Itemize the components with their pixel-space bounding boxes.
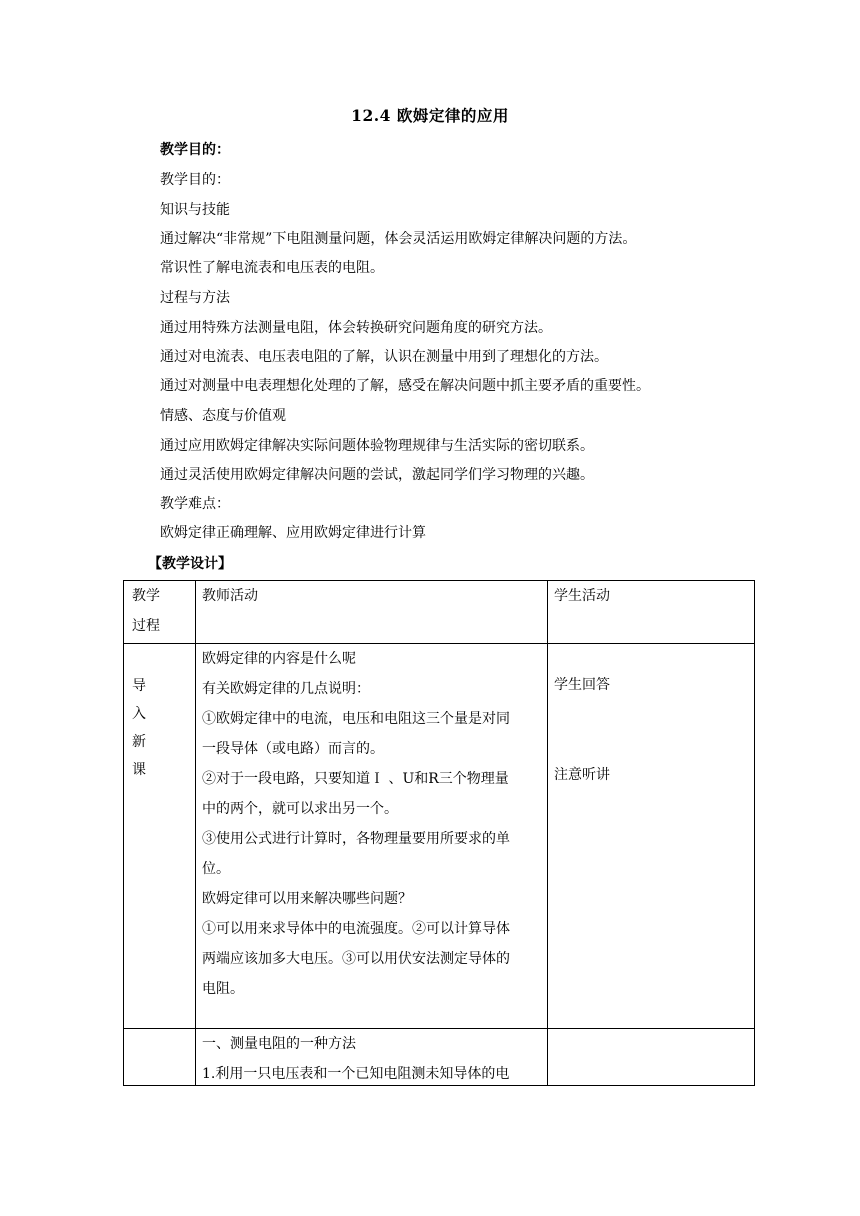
teacher-line: ①欧姆定律中的电流，电压和电阻这三个量是对同 (202, 711, 510, 727)
paragraph: 常识性了解电流表和电压表的电阻。 (160, 260, 384, 276)
method-stage-cell (124, 1029, 196, 1086)
teacher-line: 位。 (202, 861, 230, 877)
student-line: 学生回答 (554, 677, 610, 693)
teacher-line: ③使用公式进行计算时，各物理量要用所要求的单 (202, 831, 510, 847)
paragraph: 通过灵活使用欧姆定律解决问题的尝试，激起同学们学习物理的兴趣。 (160, 467, 594, 483)
method-student-cell (548, 1029, 755, 1086)
intro-stage-cell (124, 644, 196, 1029)
header-stage-line: 过程 (132, 618, 160, 634)
section-attitude-values: 情感、态度与价值观 (160, 408, 286, 424)
paragraph: 通过应用欧姆定律解决实际问题体验物理规律与生活实际的密切联系。 (160, 438, 594, 454)
stage-char: 课 (132, 762, 146, 778)
teacher-line: 一段导体（或电路）而言的。 (202, 741, 384, 757)
section-process-method: 过程与方法 (160, 290, 230, 306)
teacher-line: 两端应该加多大电压。③可以用伏安法测定导体的 (202, 951, 510, 967)
intro-teacher-cell (196, 644, 548, 1029)
objectives-heading: 教学目的： (160, 142, 230, 158)
header-stage-line: 教学 (132, 588, 160, 604)
lesson-design-table (123, 580, 755, 1086)
header-teacher-cell: 教师活动 (196, 581, 548, 644)
teacher-line: ②对于一段电路，只要知道Ｉ 、U和R三个物理量 (202, 771, 509, 787)
header-student-cell: 学生活动 (548, 581, 755, 644)
table-row (124, 644, 755, 1029)
paragraph: 通过对测量中电表理想化处理的了解，感受在解决问题中抓主要矛盾的重要性。 (160, 378, 650, 394)
design-label: 【教学设计】 (148, 556, 232, 572)
teacher-line: ①可以用来求导体中的电流强度。②可以计算导体 (202, 921, 510, 937)
paragraph: 教学目的： (160, 172, 230, 188)
intro-student-cell (548, 644, 755, 1029)
section-difficulty: 教学难点： (160, 496, 230, 512)
table-row (124, 1029, 755, 1086)
paragraph: 通过解决“非常规”下电阻测量问题，体会灵活运用欧姆定律解决问题的方法。 (160, 231, 637, 247)
paragraph: 通过对电流表、电压表电阻的了解，认识在测量中用到了理想化的方法。 (160, 349, 608, 365)
stage-char: 导 (132, 678, 146, 694)
teacher-line: 电阻。 (202, 981, 244, 997)
teacher-line: 有关欧姆定律的几点说明： (202, 681, 370, 697)
teacher-line: 欧姆定律可以用来解决哪些问题？ (202, 891, 412, 907)
teacher-line: 欧姆定律的内容是什么呢 (202, 651, 356, 667)
student-line: 注意听讲 (554, 767, 610, 783)
header-stage-cell (124, 581, 196, 644)
document-title: 12.4 欧姆定律的应用 (351, 106, 509, 125)
section-knowledge-skills: 知识与技能 (160, 202, 230, 218)
method-teacher-cell (196, 1029, 548, 1086)
teacher-line: 中的两个，就可以求出另一个。 (202, 801, 398, 817)
table-row (124, 581, 755, 644)
paragraph: 欧姆定律正确理解、应用欧姆定律进行计算 (160, 525, 426, 541)
stage-char: 新 (132, 734, 146, 750)
teacher-line: 1.利用一只电压表和一个已知电阻测未知导体的电 (202, 1066, 510, 1082)
teacher-line: 一、测量电阻的一种方法 (202, 1036, 356, 1052)
stage-char: 入 (132, 706, 146, 722)
paragraph: 通过用特殊方法测量电阻，体会转换研究问题角度的研究方法。 (160, 320, 552, 336)
